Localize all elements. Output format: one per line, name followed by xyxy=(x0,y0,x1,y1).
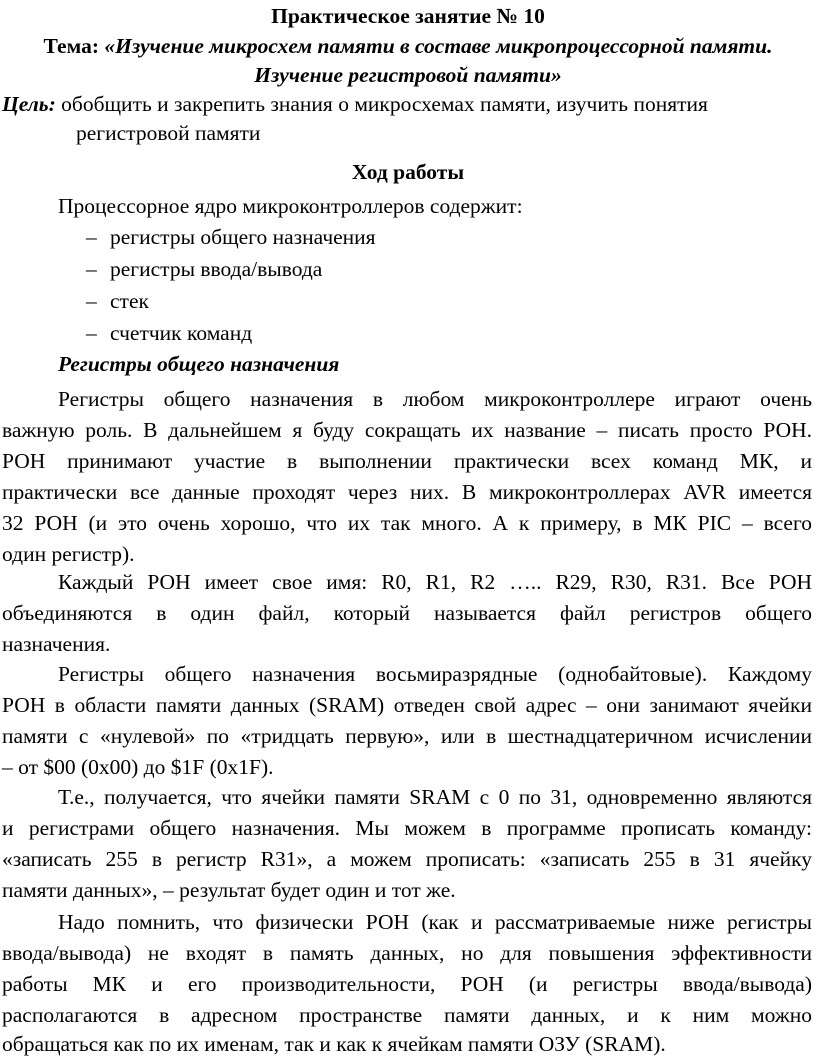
list-item-text: счетчик команд xyxy=(110,321,253,345)
topic-line-1 xyxy=(0,32,816,60)
paragraph-line: Регистры общего назначения в любом микроконтроллере играют очень xyxy=(58,387,812,411)
paragraph-line: один регистр). xyxy=(2,542,135,566)
paragraph-line: РОН в области памяти данных (SRAM) отведен свой адрес – они занимают ячейки xyxy=(2,693,812,717)
page-title: Практическое занятие № 10 xyxy=(271,4,545,28)
dash-bullet: – xyxy=(86,225,97,249)
dash-bullet: – xyxy=(86,321,97,345)
paragraph-line: располагаются в адресном пространстве памяти данных, и к ним можно xyxy=(2,1003,812,1027)
list-item-text: регистры ввода/вывода xyxy=(110,257,323,281)
paragraph-line: памяти с «нулевой» по «тридцать первую», или в шестнадцатеричном исчислении xyxy=(2,724,812,748)
intro-text: Процессорное ядро микроконтроллеров содержит: xyxy=(58,194,523,218)
paragraph-line: обращаться как по их именам, так и как к ячейкам памяти ОЗУ (SRAM). xyxy=(2,1032,666,1056)
paragraph-line: «записать 255 в регистр R31», а можем прописать: «записать 255 в 31 ячейку xyxy=(2,847,812,871)
paragraph-line: важную роль. В дальнейшем я буду сокращать их название – писать просто РОН. xyxy=(2,418,812,442)
paragraph-line: Каждый РОН имеет свое имя: R0, R1, R2 ….. R29, R30, R31. Все РОН xyxy=(58,570,812,594)
paragraph-line: работы МК и его производительности, РОН (и регистры ввода/вывода) xyxy=(2,972,812,996)
section-title: Ход работы xyxy=(351,160,465,184)
paragraph-line: объединяются в один файл, который называется файл регистров общего xyxy=(2,601,812,625)
goal-label: Цель: xyxy=(2,92,56,116)
paragraph-line: Т.е., получается, что ячейки памяти SRAM с 0 по 31, одновременно являются xyxy=(58,785,812,809)
paragraph-line: – от $00 (0x00) до $1F (0x1F). xyxy=(2,755,274,779)
paragraph-line: и регистрами общего назначения. Мы можем в программе прописать команду: xyxy=(2,816,812,840)
paragraph-line: 32 РОН (и это очень хорошо, что их так много. А к примеру, в МК PIC – всего xyxy=(2,511,812,535)
list-item-text: регистры общего назначения xyxy=(110,225,376,249)
paragraph-line: назначения. xyxy=(2,632,111,656)
goal-line-2: регистровой памяти xyxy=(76,121,261,145)
dash-bullet: – xyxy=(86,257,97,281)
topic-text-1: «Изучение микросхем памяти в составе микропроцессорной памяти. xyxy=(104,34,773,58)
goal-line-1 xyxy=(2,90,708,118)
paragraph-line: РОН принимают участие в выполнении практически всех команд МК, и xyxy=(2,449,812,473)
paragraph-line: практически все данные проходят через них. В микроконтроллерах AVR имеется xyxy=(2,480,812,504)
topic-line-2: Изучение регистровой памяти» xyxy=(254,63,562,87)
paragraph-line: Регистры общего назначения восьмиразрядные (однобайтовые). Каждому xyxy=(58,662,812,686)
paragraph-line: памяти данных», – результат будет один и тот же. xyxy=(2,878,456,902)
list-item-text: стек xyxy=(110,289,149,313)
paragraph-line: ввода/вывода) не входят в память данных, но для повышения эффективности xyxy=(2,941,812,965)
paragraph-line: Надо помнить, что физически РОН (как и рассматриваемые ниже регистры xyxy=(58,910,812,934)
goal-text-1: обобщить и закрепить знания о микросхемах памяти, изучить понятия xyxy=(61,92,708,116)
subheading: Регистры общего назначения xyxy=(58,352,340,376)
dash-bullet: – xyxy=(86,289,97,313)
topic-label: Тема: xyxy=(43,34,100,58)
